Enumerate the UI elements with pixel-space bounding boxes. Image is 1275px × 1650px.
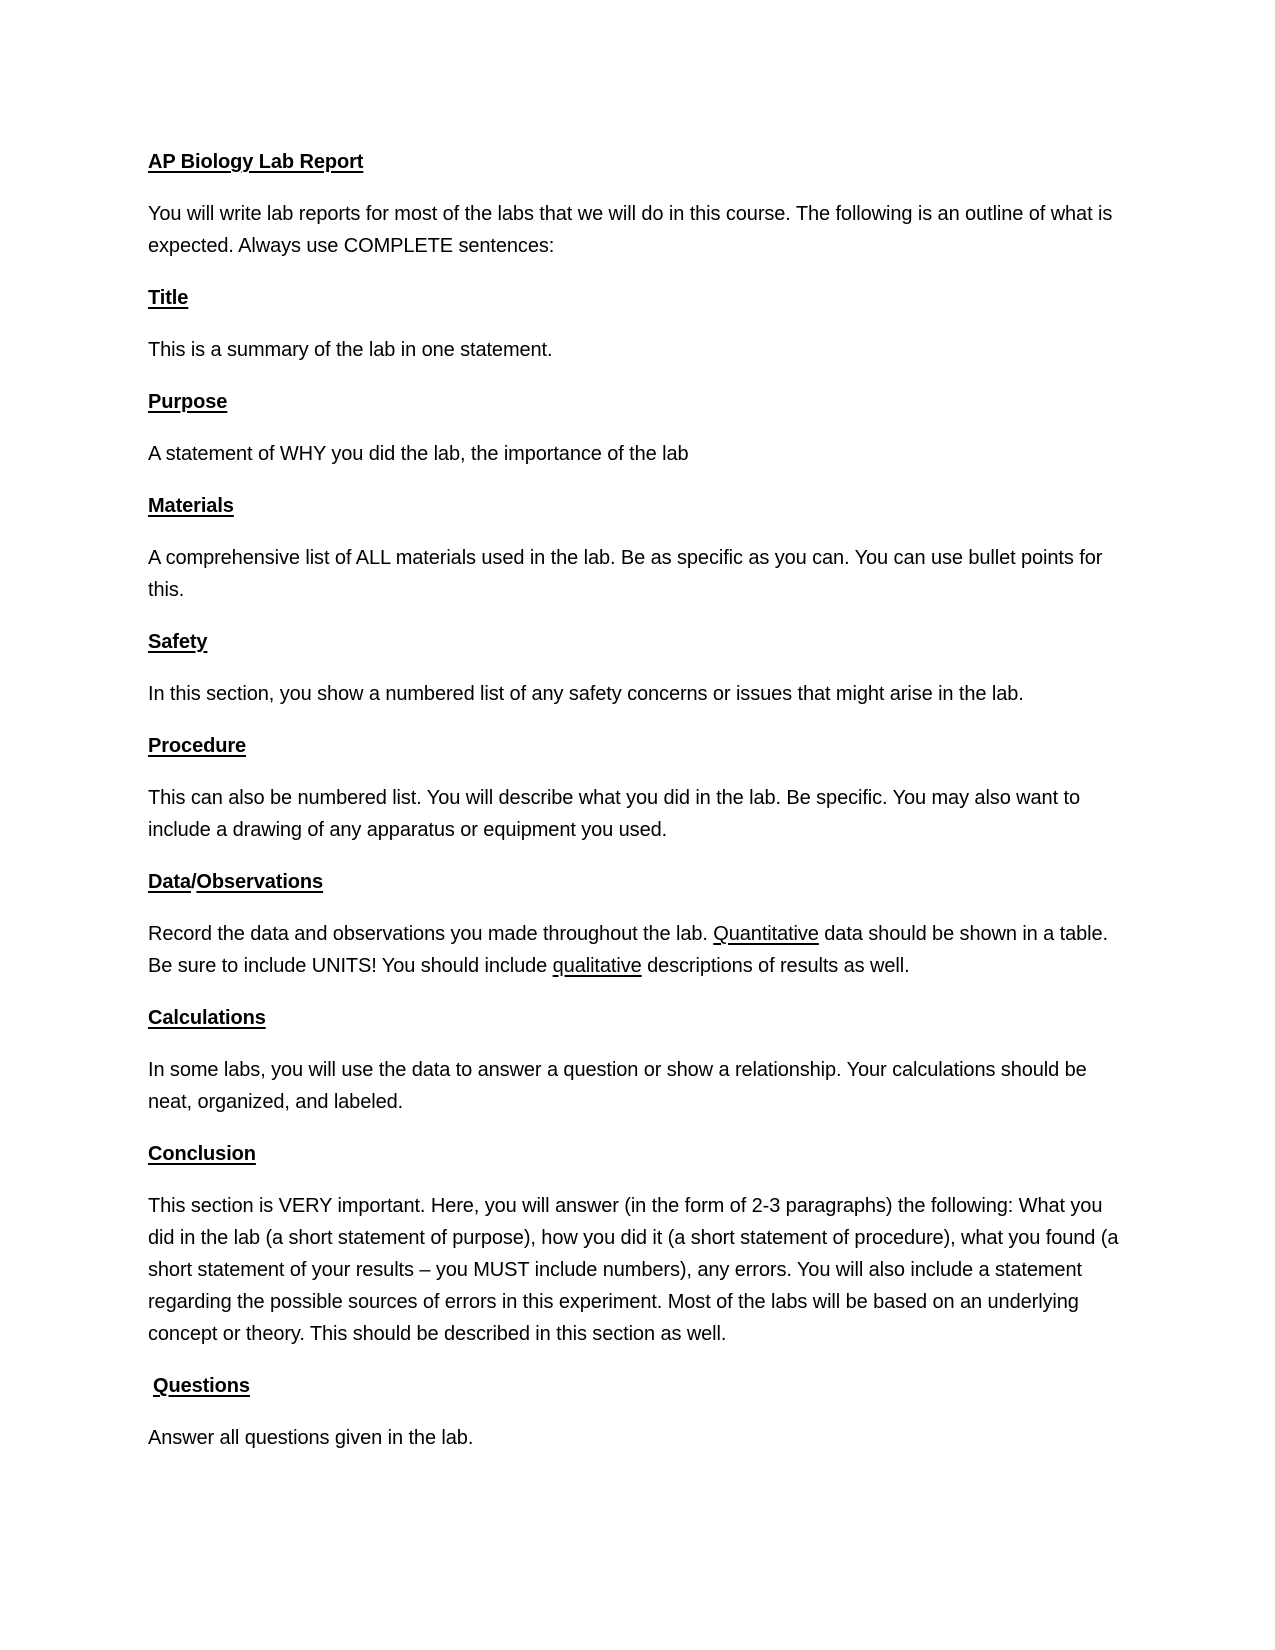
qualitative-underlined: qualitative bbox=[552, 955, 642, 977]
section-body-data-observations bbox=[148, 918, 1128, 982]
section-heading-materials: Materials bbox=[148, 495, 234, 517]
data-body-text-1: Record the data and observations you made throughout the lab. bbox=[148, 923, 714, 945]
section-body-conclusion: This section is VERY important. Here, you will answer (in the form of 2-3 paragraphs) the following: What you did in the lab (a short statement of purpose), how you did it (a short statement of procedure), what you found (a short statement of your results – you MUST include numbers), any errors. You will also include a statement regarding the possible sources of errors in this experiment. Most of the labs will be based on an underlying concept or theory. This should be described in this section as well. bbox=[148, 1195, 1119, 1345]
section-body-calculations: In some labs, you will use the data to answer a question or show a relationship. Your calculations should be neat, organized, and labeled. bbox=[148, 1059, 1087, 1113]
section-heading-conclusion: Conclusion bbox=[148, 1143, 256, 1165]
heading-observations-word: Observations bbox=[196, 871, 324, 893]
document-title: AP Biology Lab Report bbox=[148, 151, 364, 173]
section-heading-questions: Questions bbox=[153, 1375, 250, 1397]
section-body-purpose: A statement of WHY you did the lab, the importance of the lab bbox=[148, 443, 689, 465]
section-heading-title: Title bbox=[148, 287, 189, 309]
section-heading-calculations: Calculations bbox=[148, 1007, 266, 1029]
section-heading-procedure: Procedure bbox=[148, 735, 247, 757]
section-body-questions: Answer all questions given in the lab. bbox=[148, 1427, 474, 1449]
section-heading-data-observations bbox=[148, 866, 1128, 898]
section-body-title: This is a summary of the lab in one statement. bbox=[148, 339, 553, 361]
section-heading-purpose: Purpose bbox=[148, 391, 228, 413]
section-body-procedure: This can also be numbered list. You will describe what you did in the lab. Be specific. You may also want to include a drawing of any apparatus or equipment you used. bbox=[148, 787, 1080, 841]
document-body bbox=[148, 146, 1128, 1474]
section-heading-safety: Safety bbox=[148, 631, 208, 653]
data-body-text-2: data should be shown in a table. Be sure to include UNITS! You should include bbox=[148, 923, 1108, 977]
quantitative-underlined: Quantitative bbox=[713, 923, 819, 945]
section-body-materials: A comprehensive list of ALL materials used in the lab. Be as specific as you can. You can use bullet points for this. bbox=[148, 547, 1103, 601]
intro-paragraph: You will write lab reports for most of the labs that we will do in this course. The following is an outline of what is expected. Always use COMPLETE sentences: bbox=[148, 203, 1113, 257]
heading-data-word: Data bbox=[148, 871, 191, 893]
data-body-text-3: descriptions of results as well. bbox=[641, 955, 910, 977]
section-body-safety: In this section, you show a numbered list of any safety concerns or issues that might arise in the lab. bbox=[148, 683, 1024, 705]
heading-slash: / bbox=[190, 871, 197, 893]
